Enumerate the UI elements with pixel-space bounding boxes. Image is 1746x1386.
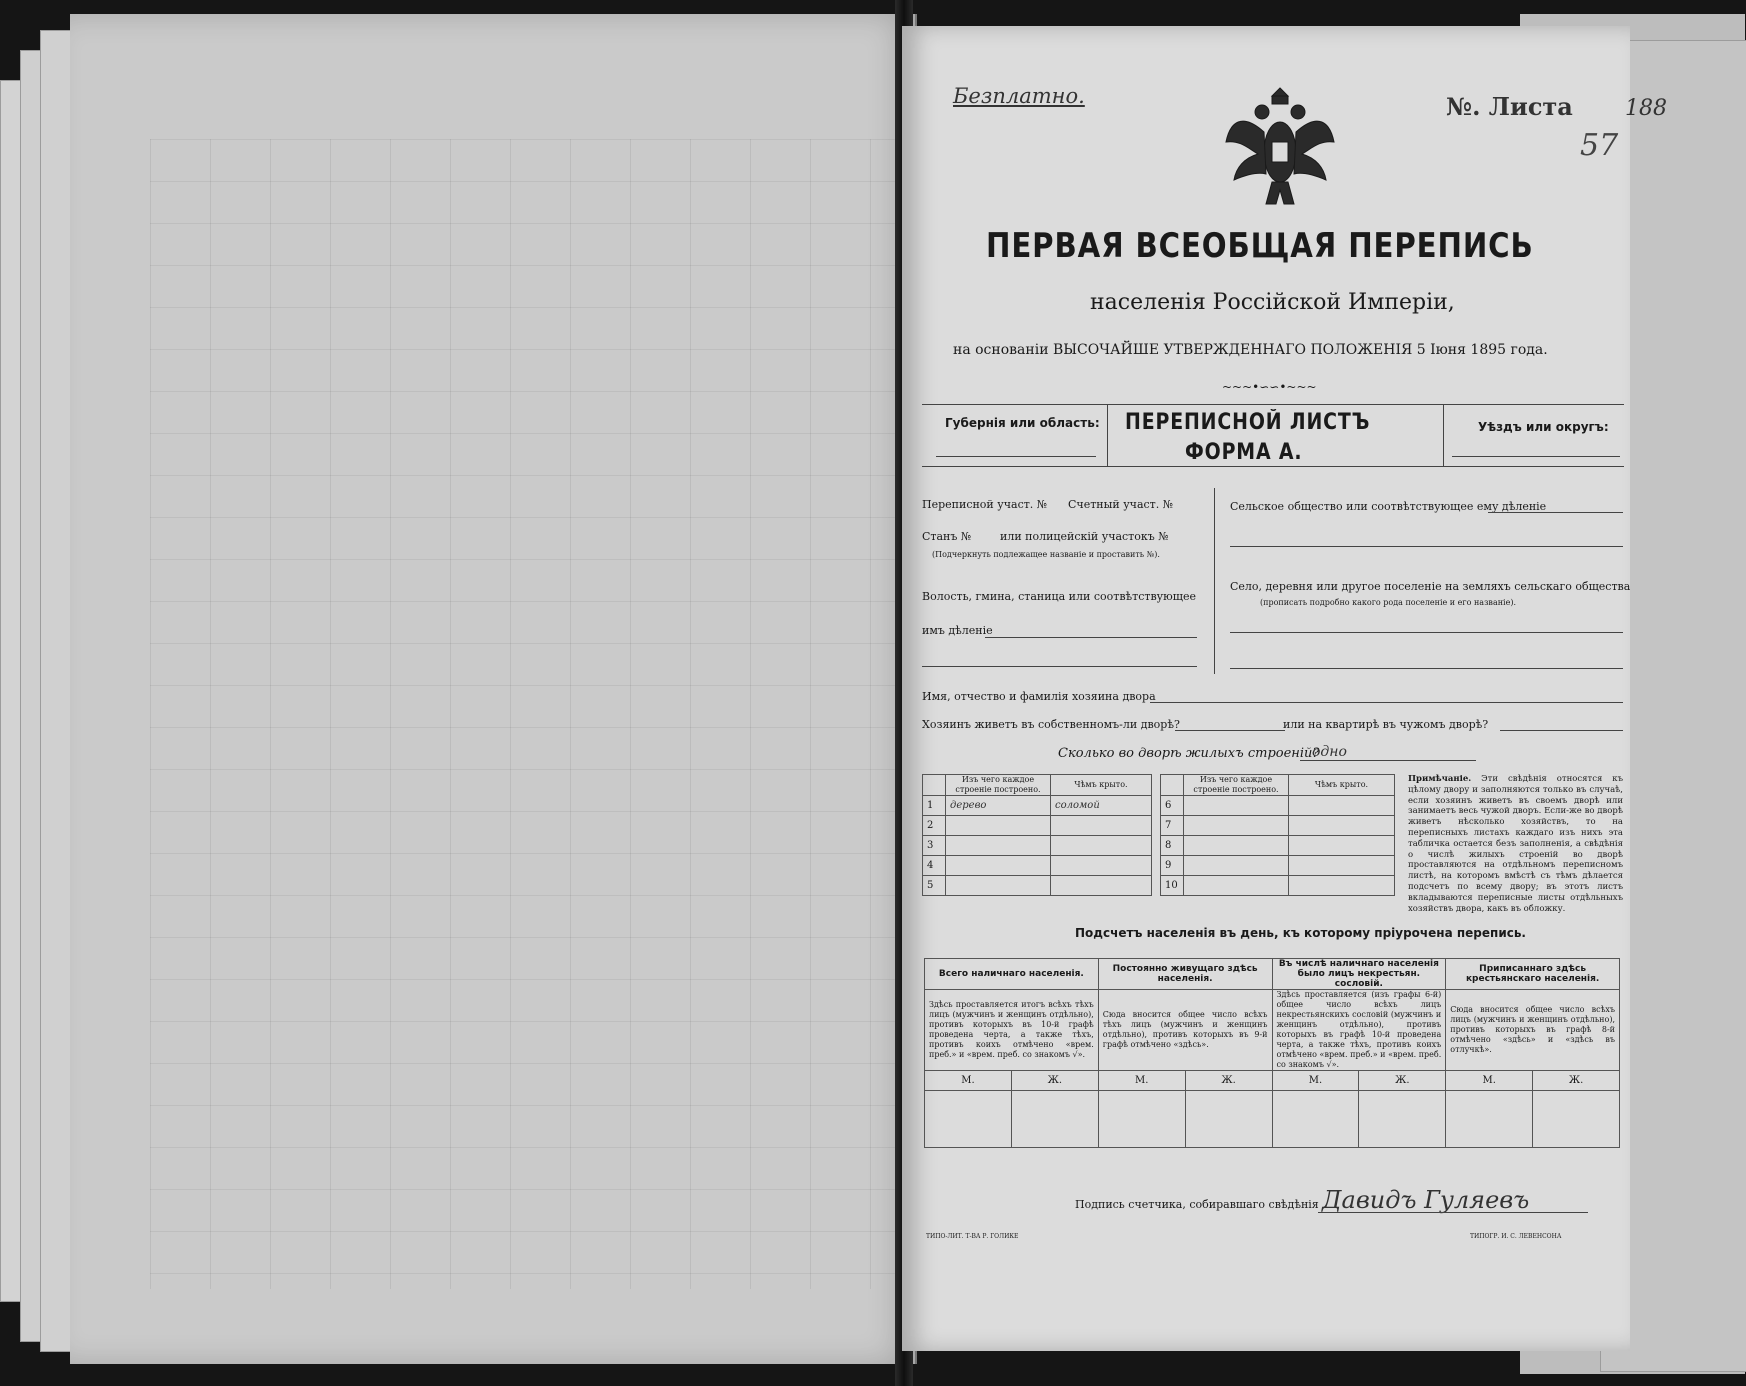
roof-cell	[1289, 816, 1395, 836]
rural-society-field-line	[1488, 512, 1623, 513]
division-field-line	[985, 637, 1197, 638]
roof-cell	[1051, 876, 1152, 896]
count-col-2-desc: Сюда вносится общее число всѣхъ тѣхъ лицъ (мужчинъ и женщинъ отдѣльно), противъ которыхъ въ 9-й графѣ отмѣчено «здѣсь».	[1098, 990, 1272, 1071]
form-basis-text: на основаніи ВЫСОЧАЙШЕ УТВЕРЖДЕННАГО ПОЛОЖЕНІЯ 5 Іюня 1895 года.	[953, 342, 1548, 358]
division-label: имъ дѣленіе	[922, 624, 993, 637]
owner-lives-own-label: Хозяинъ живетъ въ собственномъ-ли дворѣ?	[922, 718, 1180, 731]
row-number: 2	[923, 816, 946, 836]
roof-cell	[1289, 856, 1395, 876]
table-row	[923, 856, 1152, 876]
table-row	[923, 836, 1152, 856]
count-col-1-head: Всего наличнаго населенія.	[925, 959, 1099, 990]
male-header: М.	[925, 1071, 1012, 1091]
printer-left: ТИПО-ЛИТ. Т-ВА Р. ГОЛИКЕ	[926, 1233, 1019, 1240]
roof-cell	[1289, 836, 1395, 856]
count-col-1-desc: Здѣсь проставляется итогъ всѣхъ тѣхъ лицъ (мужчинъ и женщинъ отдѣльно), противъ которыхъ въ 10-й графѣ проведена черта, а также тѣхъ, противъ коихъ отмѣчено «врем. преб.» и «врем. преб. со знакомъ √».	[925, 990, 1099, 1071]
material-cell	[1184, 796, 1289, 816]
sheet-number-handwritten-old: 57	[1580, 128, 1619, 163]
volost-label: Волость, гмина, станица или соотвѣтствующее	[922, 590, 1196, 603]
female-header: Ж.	[1533, 1071, 1620, 1091]
row-number: 10	[1161, 876, 1184, 896]
left-page-faint-grid	[150, 139, 920, 1289]
roof-cell	[1051, 856, 1152, 876]
row-number: 4	[923, 856, 946, 876]
roof-cell: соломой	[1051, 796, 1152, 816]
row-number: 9	[1161, 856, 1184, 876]
counting-area-label: Счетный участ. №	[1068, 498, 1174, 511]
material-cell	[1184, 856, 1289, 876]
header-band-bottom-line	[922, 466, 1624, 467]
buildings-answer: одно	[1312, 744, 1347, 760]
village-field-line-2	[1230, 668, 1623, 669]
buildings-note	[1408, 774, 1623, 914]
underline-note: (Подчеркнуть подлежащее названіе и проставить №).	[932, 550, 1160, 559]
header-band-divider-right	[1443, 404, 1444, 466]
buildings-table-right	[1160, 774, 1395, 896]
province-label: Губернія или область:	[945, 416, 1100, 430]
material-cell	[946, 876, 1051, 896]
female-header: Ж.	[1011, 1071, 1098, 1091]
buildings-answer-line	[1300, 760, 1476, 761]
male-header: М.	[1446, 1071, 1533, 1091]
village-label: Село, деревня или другое поселеніе на земляхъ сельскаго общества	[1230, 580, 1631, 593]
count-col-4-desc: Сюда вносится общее число всѣхъ лицъ (мужчинъ и женщинъ отдѣльно), противъ которыхъ въ графѣ 8-й отмѣчено «здѣсь» и «здѣсь въ отлучкѣ».	[1446, 990, 1620, 1071]
female-header: Ж.	[1359, 1071, 1446, 1091]
material-cell	[946, 836, 1051, 856]
header-band-divider-left	[1107, 404, 1108, 466]
row-number: 8	[1161, 836, 1184, 856]
left-blank-page	[70, 14, 917, 1364]
material-cell	[1184, 836, 1289, 856]
owner-name-field-line	[1150, 702, 1623, 703]
material-cell	[946, 856, 1051, 876]
buildings-material-header-2: Изъ чего каждое строеніе построено.	[1184, 775, 1289, 796]
buildings-roof-header: Чѣмъ крыто.	[1051, 775, 1152, 796]
note-title: Примѣчаніе.	[1408, 774, 1472, 784]
police-area-label: или полицейскій участокъ №	[1000, 530, 1169, 543]
header-band-top-line	[922, 404, 1624, 405]
male-header: М.	[1098, 1071, 1185, 1091]
district-label: Уѣздъ или округъ:	[1478, 420, 1609, 434]
row-number: 1	[923, 796, 946, 816]
table-row	[1161, 816, 1395, 836]
material-cell	[1184, 876, 1289, 896]
table-row	[1161, 836, 1395, 856]
signature-line	[1318, 1212, 1588, 1213]
village-note: (прописать подробно какого рода поселеніе и его названіе).	[1260, 598, 1516, 607]
roof-cell	[1051, 836, 1152, 856]
form-subtitle: населенія Россійской Имперіи,	[1090, 290, 1455, 315]
row-number: 3	[923, 836, 946, 856]
count-value-row	[925, 1091, 1620, 1148]
count-title: Подсчетъ населенія въ день, къ которому пріурочена перепись.	[1075, 926, 1526, 940]
male-header: М.	[1272, 1071, 1359, 1091]
ornament-divider: ~~~•∽∽•~~~	[1222, 380, 1317, 394]
enumerator-signature: Давидъ Гуляевъ	[1322, 1186, 1530, 1214]
owner-name-label: Имя, отчество и фамилія хозяина двора	[922, 690, 1156, 703]
printer-right: ТИПОГР. И. С. ЛЕВЕНСОНА	[1470, 1233, 1562, 1240]
count-col-2-head: Постоянно живущаго здѣсь населенія.	[1098, 959, 1272, 990]
table-row	[923, 796, 1152, 816]
census-area-label: Переписной участ. №	[922, 498, 1048, 511]
rural-society-field-line-2	[1230, 546, 1623, 547]
rural-society-label: Сельское общество или соотвѣтствующее ему дѣленіе	[1230, 500, 1547, 513]
table-row	[1161, 796, 1395, 816]
roof-cell	[1051, 816, 1152, 836]
table-row	[1161, 876, 1395, 896]
double-headed-eagle-emblem	[1222, 82, 1338, 212]
count-col-3-head: Въ числѣ наличнаго населенія было лицъ некрестьян. сословій.	[1272, 959, 1446, 990]
form-label: ФОРМА А.	[1185, 440, 1303, 465]
row-number: 5	[923, 876, 946, 896]
buildings-table-left	[922, 774, 1152, 896]
row-number: 7	[1161, 816, 1184, 836]
row-number: 6	[1161, 796, 1184, 816]
census-form-page	[902, 26, 1630, 1351]
buildings-roof-header-2: Чѣмъ крыто.	[1289, 775, 1395, 796]
sheet-title: ПЕРЕПИСНОЙ ЛИСТЪ	[1125, 410, 1371, 435]
table-row	[1161, 856, 1395, 876]
buildings-question: Сколько во дворѣ жилыхъ строеній?	[1058, 746, 1320, 761]
material-cell	[1184, 816, 1289, 836]
population-count-table	[924, 958, 1620, 1148]
signature-label: Подпись счетчика, собиравшаго свѣдѣнія	[1075, 1198, 1319, 1211]
village-field-line	[1230, 632, 1623, 633]
buildings-material-header: Изъ чего каждое строеніе построено.	[946, 775, 1051, 796]
province-field-line	[936, 456, 1096, 457]
count-col-3-desc: Здѣсь проставляется (изъ графы 6-й) общее число всѣхъ лицъ некрестьянскихъ сословій (мужчинъ и женщинъ отдѣльно), противъ которыхъ въ графѣ 10-й проведена черта, а также тѣхъ, противъ коихъ отмѣчено «врем. преб.» и «врем. преб. со знакомъ √».	[1272, 990, 1446, 1071]
sheet-number-label: №. Листа	[1446, 92, 1573, 121]
district-field-line	[1452, 456, 1620, 457]
owner-lives-own-field-line	[1175, 730, 1285, 731]
count-col-4-head: Приписаннаго здѣсь крестьянскаго населенія.	[1446, 959, 1620, 990]
roof-cell	[1289, 796, 1395, 816]
material-cell: дерево	[946, 796, 1051, 816]
form-title: ПЕРВАЯ ВСЕОБЩАЯ ПЕРЕПИСЬ	[986, 226, 1534, 266]
sheet-number-handwritten: 188	[1625, 96, 1667, 121]
owner-lives-other-label: или на квартирѣ въ чужомъ дворѣ?	[1283, 718, 1489, 731]
free-stamp: Безплатно.	[953, 84, 1085, 108]
table-row	[923, 816, 1152, 836]
division-field-line-2	[922, 666, 1197, 667]
location-fields-divider	[1214, 488, 1215, 674]
roof-cell	[1289, 876, 1395, 896]
table-row	[923, 876, 1152, 896]
note-text: Эти свѣдѣнія относятся къ цѣлому двору и заполняются только въ случаѣ, если хозяинъ живетъ въ своемъ дворѣ или занимаетъ весь чужой дворъ. Если-же во дворѣ живетъ нѣсколько хозяйствъ, то на переписныхъ листахъ каждаго изъ нихъ эта табличка остается безъ заполненія, а свѣдѣнія о числѣ жилыхъ строеній во дворѣ проставляются на отдѣльномъ переписномъ листѣ, на которомъ вмѣстѣ съ тѣмъ дѣлается подсчетъ по всему двору; въ этотъ листъ вкладываются переписные листы отдѣльныхъ хозяйствъ двора, какъ въ обложку.	[1408, 774, 1624, 914]
stan-label: Станъ №	[922, 530, 972, 543]
material-cell	[946, 816, 1051, 836]
female-header: Ж.	[1185, 1071, 1272, 1091]
owner-lives-other-field-line	[1500, 730, 1623, 731]
